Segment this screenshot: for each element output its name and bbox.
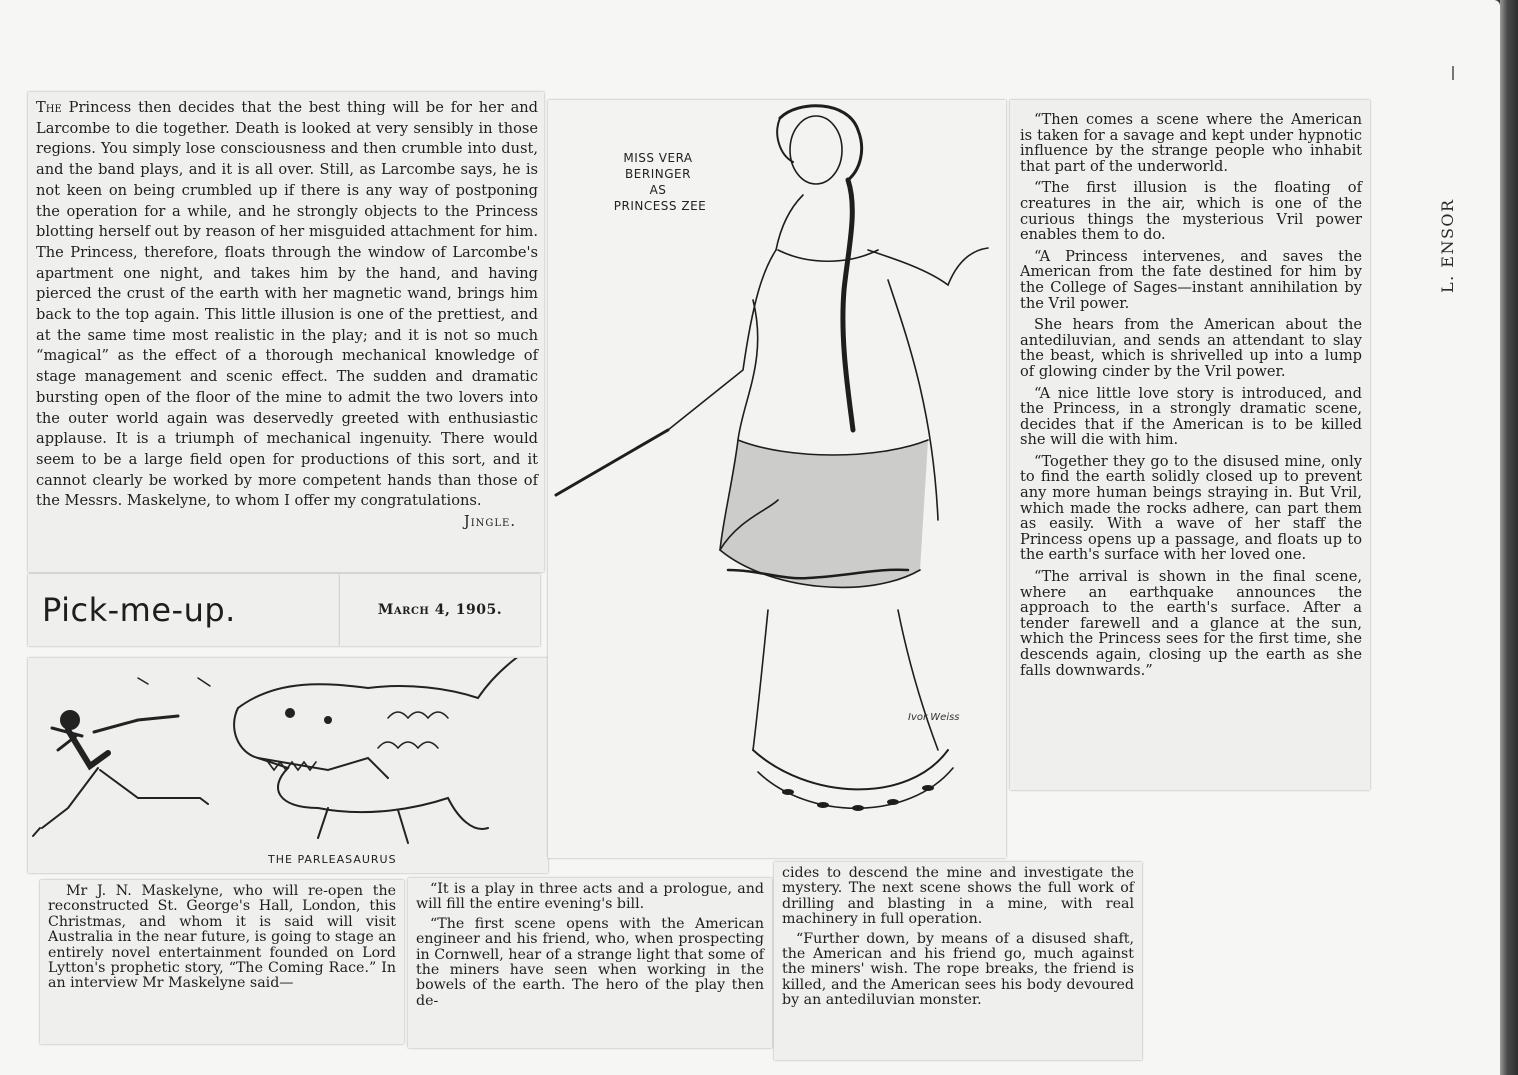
left-article-clipping <box>28 92 544 572</box>
bottom-col2-paragraph-1: “It is a play in three acts and a prologue, and will fill the entire evening's bill. <box>416 881 764 913</box>
dateline: March 4, 1905. <box>340 574 540 646</box>
page-edge-shadow <box>1500 0 1518 1075</box>
right-paragraph-7: “The arrival is shown in the final scene, where an earthquake announces the approach to the earth's surface. After a tender farewell and a glance at the sun, which the Princess sees for the first time, she descends again, closing up the earth as she falls downwards.” <box>1020 568 1362 679</box>
fleeing-man-figure <box>33 711 208 836</box>
cartoon-caption: THE PARLEASAURUS <box>268 853 397 866</box>
caption-line-4: PRINCESS ZEE <box>613 199 707 213</box>
left-article-signature: Jingle. <box>463 513 516 531</box>
bottom-col1-paragraph: Mr J. N. Maskelyne, who will re-open the reconstructed St. George's Hall, London, this Christmas, and whom it is said will visit Australia in the near future, is going to stage an entirely novel entertainment founded on Lord Lytton's prophetic story, “The Coming Race.” In an interview Mr Maskelyne said— <box>48 883 396 992</box>
bottom-column-3 <box>774 862 1142 1060</box>
right-paragraph-4: She hears from the American about the antediluvian, and sends an attendant to slay the beast, which is shrivelled up into a lump of glowing cinder by the Vril power. <box>1020 316 1362 380</box>
left-article-paragraph: Princess then decides that the best thing will be for her and Larcombe to die together. Death is looked at very sensibly in those regions. You simply lose consciousness and then crumble into dust, and the band plays, and it is all over. Still, as Larcombe says, he is not keen on being crumbled up if there is any way of postponing the operation for a while, and he strongly objects to the Princess blotting herself out by reason of her misguided attachment for him. The Princess, therefore, floats through the window of Larcombe's apartment one night, and takes him by the hand, and having pierced the crust of the earth with her magnetic wand, brings him back to the top again. This little illusion is one of the prettiest, and at the same time most realistic in the play; and it is not so much “magical” as the effect of a thorough mechanical knowledge of stage management and scenic effect. The sudden and dramatic bursting open of the floor of the mine to admit the two lovers into the outer world again was deservedly greeted with enthusiastic applause. It is a triumph of mechanical ingenuity. There would seem to be a large field open for productions of this sort, and it cannot clearly be worked by more competent hands than those of the Messrs. Maskelyne, to whom I offer my congratulations. <box>36 99 539 510</box>
left-article-lead: The <box>36 99 62 116</box>
cartoon-drawing <box>28 658 548 873</box>
caption-line-3: AS <box>649 183 667 197</box>
parleasaurus-creature <box>234 658 548 843</box>
bottom-column-2 <box>408 878 772 1048</box>
parleasaurus-cartoon <box>28 658 548 873</box>
right-paragraph-3: “A Princess intervenes, and saves the American from the fate destined for him by the College of Sages—instant annihilation by the Vril power. <box>1020 247 1362 312</box>
right-paragraph-6: “Together they go to the disused mine, only to find the earth solidly closed up to prevent any more human beings straying in. But Vril, which made the rocks adhere, can part them as easily. With a wave of her staff the Princess opens up a passage, and floats up to the earth's surface with her loved one. <box>1020 452 1362 564</box>
right-paragraph-2: “The first illusion is the floating of creatures in the air, which is one of the curious things the mysterious Vril power enables them to do. <box>1020 179 1362 244</box>
princess-illustration <box>548 100 1006 858</box>
caption-line-1: MISS VERA <box>623 151 693 165</box>
right-article-clipping <box>1010 100 1370 790</box>
bottom-col2-paragraph-2: “The first scene opens with the American engineer and his friend, who, when prospecting in Cornwell, hear of a strange light that some of the miners have seen when working in the bowels of the earth. The hero of the play then de- <box>416 915 764 1009</box>
margin-note: L. ENSOR <box>1438 198 1457 294</box>
left-article-text <box>36 98 538 512</box>
masthead: Pick-me-up. <box>28 574 340 646</box>
princess-drawing <box>548 100 1006 858</box>
dress-shading <box>720 440 928 587</box>
right-paragraph-1: “Then comes a scene where the American is taken for a savage and kept under hypnotic influence by the strange people who inhabit that part of the underworld. <box>1020 111 1362 175</box>
caption-line-2: BERINGER <box>625 167 691 181</box>
pencil-mark <box>1452 66 1454 80</box>
right-paragraph-5: “A nice little love story is introduced, and the Princess, in a strongly dramatic scene, decides that if the American is to be killed she will die with him. <box>1020 384 1362 449</box>
artist-signature: Ivor Weiss <box>908 712 960 723</box>
bottom-column-1 <box>40 880 404 1044</box>
bottom-col3-paragraph-1: cides to descend the mine and investigate the mystery. The next scene shows the full work of drilling and blasting in a mine, with real machinery in full operation. <box>782 865 1134 928</box>
bottom-col3-paragraph-2: “Further down, by means of a disused shaft, the American and his friend go, much against the miners' wish. The rope breaks, the friend is killed, and the American sees his body devoured by an antediluvian monster. <box>782 930 1134 1009</box>
